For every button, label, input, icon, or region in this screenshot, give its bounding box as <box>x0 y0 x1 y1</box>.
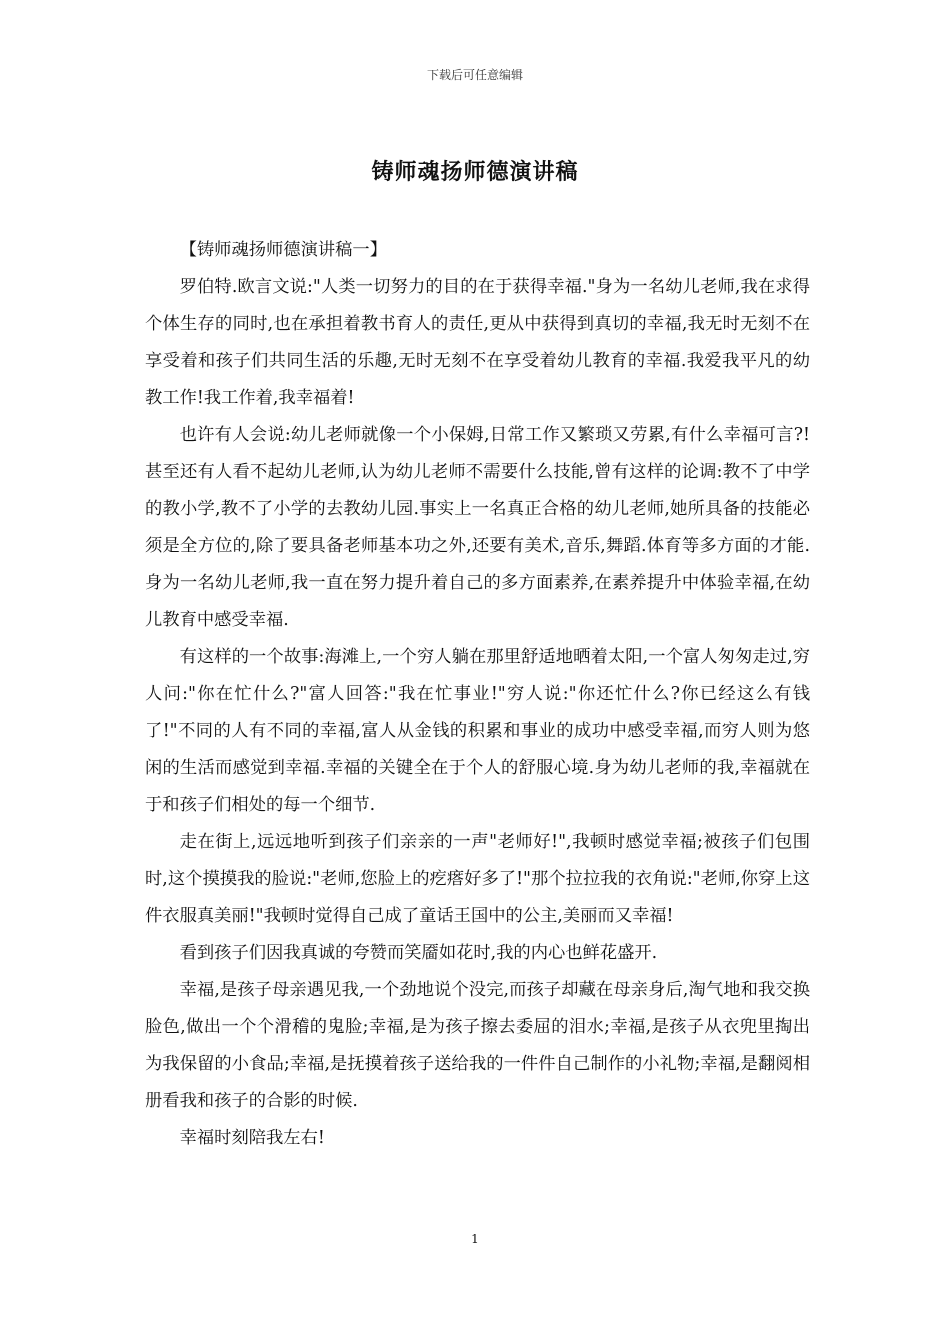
page-number: 1 <box>471 1232 479 1246</box>
paragraph: 也许有人会说:幼儿老师就像一个小保姆,日常工作又繁琐又劳累,有什么幸福可言?!甚至还有人看不起幼儿老师,认为幼儿老师不需要什么技能,曾有这样的论调:教不了中学的教小学,教不了小学的去教幼儿园.事实上一名真正合格的幼儿老师,她所具备的技能必须是全方位的,除了要具备老师基本功之外,还要有美术,音乐,舞蹈.体育等多方面的才能.身为一名幼儿老师,我一直在努力提升着自己的多方面素养,在素养提升中体验幸福,在幼儿教育中感受幸福. <box>145 425 810 630</box>
paragraph: 看到孩子们因我真诚的夸赞而笑靥如花时,我的内心也鲜花盛开. <box>179 943 658 963</box>
paragraph: 有这样的一个故事:海滩上,一个穷人躺在那里舒适地晒着太阳,一个富人匆匆走过,穷人问:"你在忙什么?"富人回答:"我在忙事业!"穷人说:"你还忙什么?你已经这么有钱了!"不同的人有不同的幸福,富人从金钱的积累和事业的成功中感受幸福,而穷人则为悠闲的生活而感觉到幸福.幸福的关键全在于个人的舒服心境.身为幼儿老师的我,幸福就在于和孩子们相处的每一个细节. <box>145 647 810 815</box>
paragraph: 罗伯特.欧言文说:"人类一切努力的目的在于获得幸福."身为一名幼儿老师,我在求得个体生存的同时,也在承担着教书育人的责任,更从中获得到真切的幸福,我无时无刻不在享受着和孩子们共同生活的乐趣,无时无刻不在享受着幼儿教育的幸福.我爱我平凡的幼教工作!我工作着,我幸福着! <box>145 277 810 408</box>
document-title: 铸师魂扬师德演讲稿 <box>371 159 579 185</box>
page-header-note: 下载后可任意编辑 <box>426 68 523 82</box>
paragraph: 幸福时刻陪我左右! <box>179 1128 325 1148</box>
paragraph: 幸福,是孩子母亲遇见我,一个劲地说个没完,而孩子却藏在母亲身后,淘气地和我交换脸色,做出一个个滑稽的鬼脸;幸福,是为孩子擦去委屈的泪水;幸福,是孩子从衣兜里掏出为我保留的小食品;幸福,是抚摸着孩子送给我的一件件自己制作的小礼物;幸福,是翻阅相册看我和孩子的合影的时候. <box>145 980 810 1111</box>
paragraph: 走在街上,远远地听到孩子们亲亲的一声"老师好!",我顿时感觉幸福;被孩子们包围时,这个摸摸我的脸说:"老师,您脸上的疙瘩好多了!"那个拉拉我的衣角说:"老师,你穿上这件衣服真美丽!"我顿时觉得自己成了童话王国中的公主,美丽而又幸福! <box>145 832 810 926</box>
document-body <box>145 232 810 1157</box>
section-heading: 【铸师魂扬师德演讲稿一】 <box>179 240 387 260</box>
